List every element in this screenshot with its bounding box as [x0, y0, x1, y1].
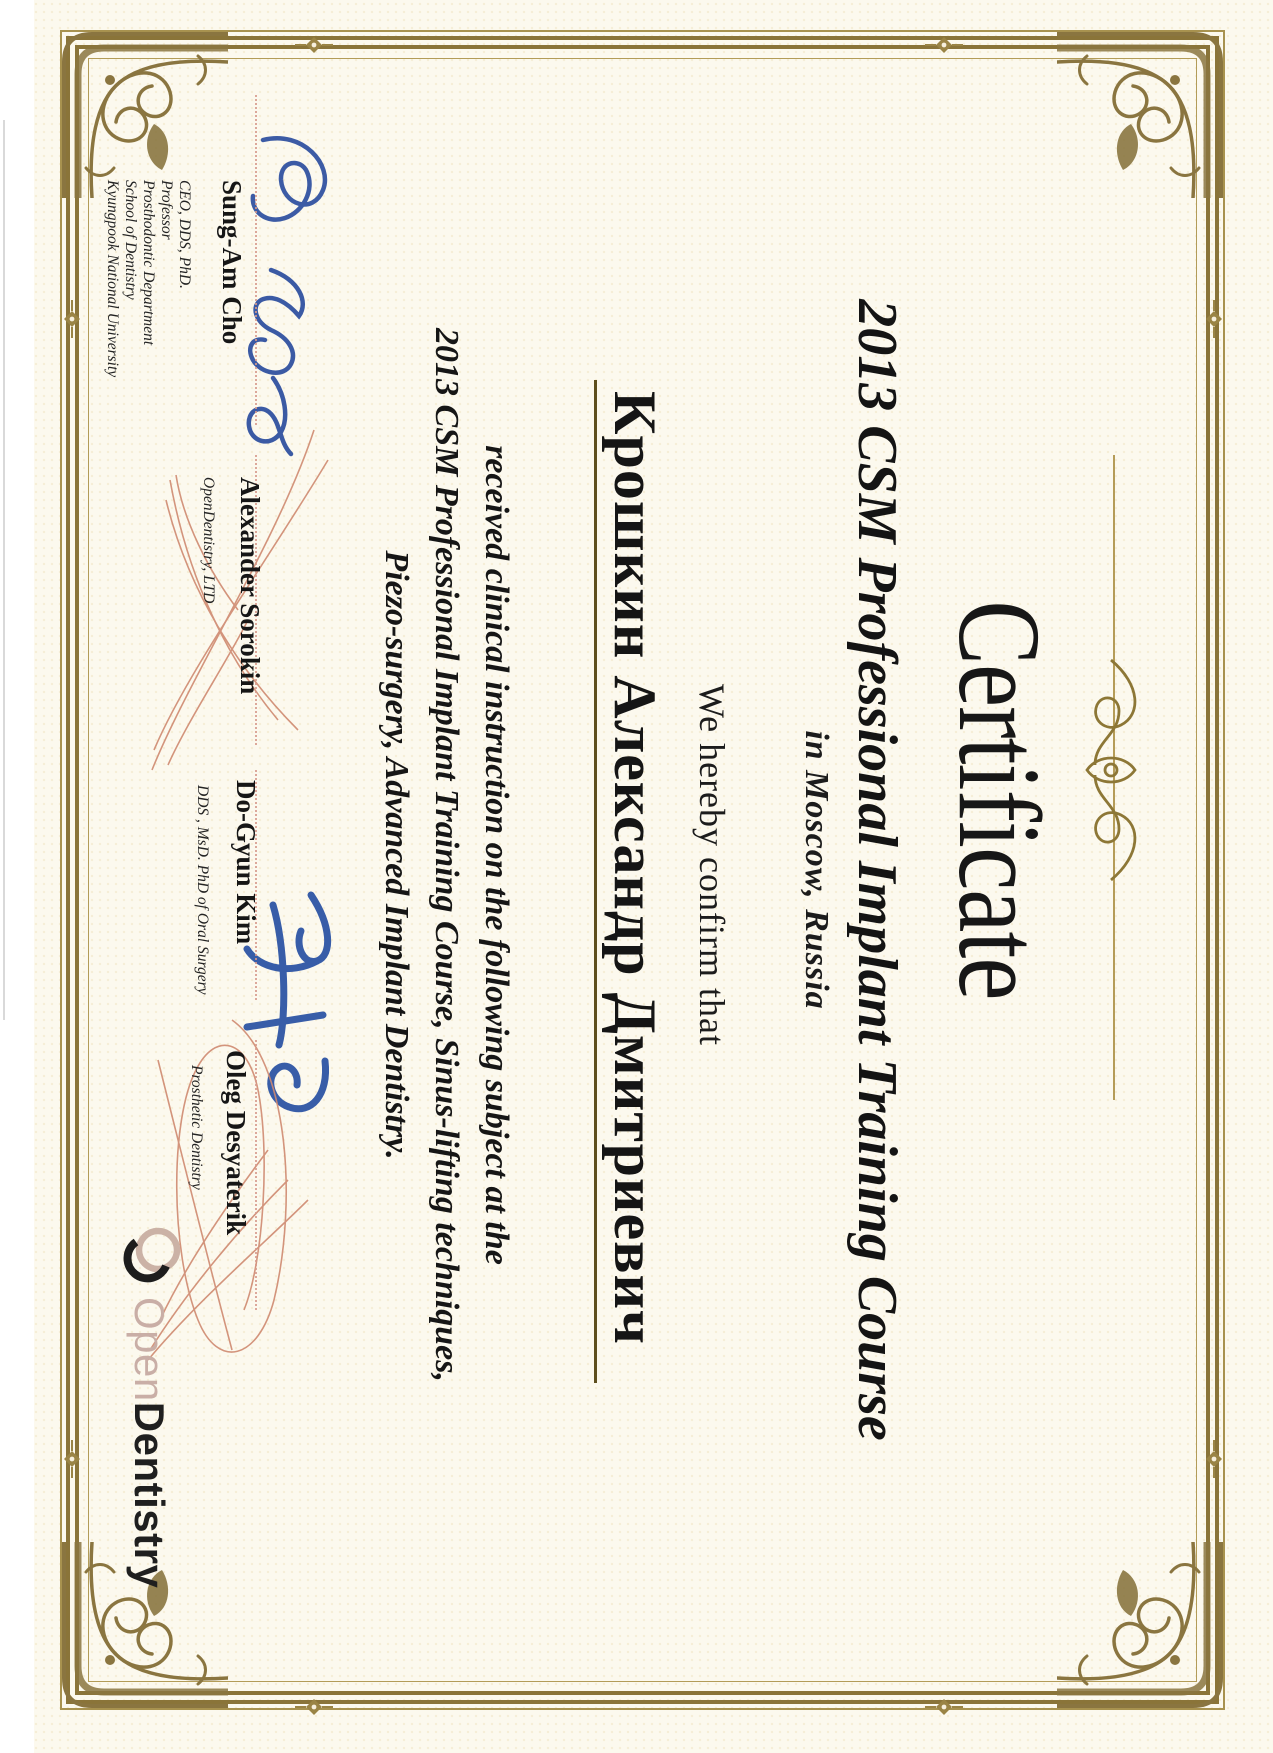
signatory-title: Prosthetic Dentistry	[188, 1065, 205, 1190]
scan-edge-strip	[0, 0, 34, 1753]
border-finial-icon	[925, 1698, 963, 1716]
open-dentistry-logo	[117, 1225, 181, 1588]
border-finial-icon	[63, 300, 81, 338]
open-dentistry-logo-icon	[117, 1225, 181, 1289]
signatory-title: Kyungpook National University	[104, 180, 121, 378]
course-location: in Moscow, Russia	[798, 730, 835, 1010]
logo-text-dentistry: Dentistry	[126, 1401, 173, 1589]
calligraphic-flourish-icon	[1071, 655, 1151, 885]
body-paragraph	[371, 80, 521, 1630]
border-finial-icon	[295, 1698, 333, 1716]
border-finial-icon	[1205, 300, 1223, 338]
signatory-name: Sung-Am Cho	[217, 180, 247, 345]
signature-line	[255, 95, 257, 425]
body-line: 2013 CSM Professional Implant Training Course, Sinus-lifting techniques,	[428, 328, 465, 1382]
border-finial-icon	[925, 36, 963, 54]
signatory-title: Prosthodontic Department	[140, 180, 157, 346]
body-line: Piezo-surgery, Advanced Implant Dentistry.	[378, 550, 415, 1160]
course-title: 2013 CSM Professional Implant Training Course	[846, 299, 908, 1441]
border-finial-icon	[63, 1440, 81, 1478]
signatory-title: School of Dentistry	[122, 180, 139, 300]
corner-filigree-icon	[1057, 1542, 1227, 1712]
signatory-name: Do-Gyun Kim	[231, 780, 261, 945]
signatory-block-sung-am-cho	[83, 90, 343, 460]
border-finial-icon	[295, 36, 333, 54]
recipient-underline	[594, 380, 597, 1383]
signature-line	[255, 1040, 257, 1310]
signatory-block-alexander-sorokin	[83, 420, 343, 790]
scan-edge-line	[3, 120, 5, 1020]
corner-filigree-icon	[1057, 28, 1227, 198]
confirm-line: We hereby confirm that	[692, 684, 732, 1046]
signatory-title: DDS , MsD. PhD of Oral Surgery	[194, 785, 211, 995]
signatory-title: CEO, DDS, PhD.	[176, 180, 193, 289]
signatory-title: Professor	[158, 180, 175, 240]
certificate-heading: Certificate	[934, 600, 1065, 1000]
border-finial-icon	[1205, 1440, 1223, 1478]
signatory-name: Alexander Sorokin	[235, 477, 265, 695]
logo-text-open: Open	[126, 1297, 173, 1402]
recipient-name: Крошкин Александр Дмитриевич	[602, 391, 668, 1345]
signatory-title: OpenDentistry, LTD	[200, 477, 217, 604]
body-line: received clinical instruction on the following subject at the	[478, 445, 515, 1265]
signatory-name: Oleg Desyaterik	[221, 1050, 251, 1236]
